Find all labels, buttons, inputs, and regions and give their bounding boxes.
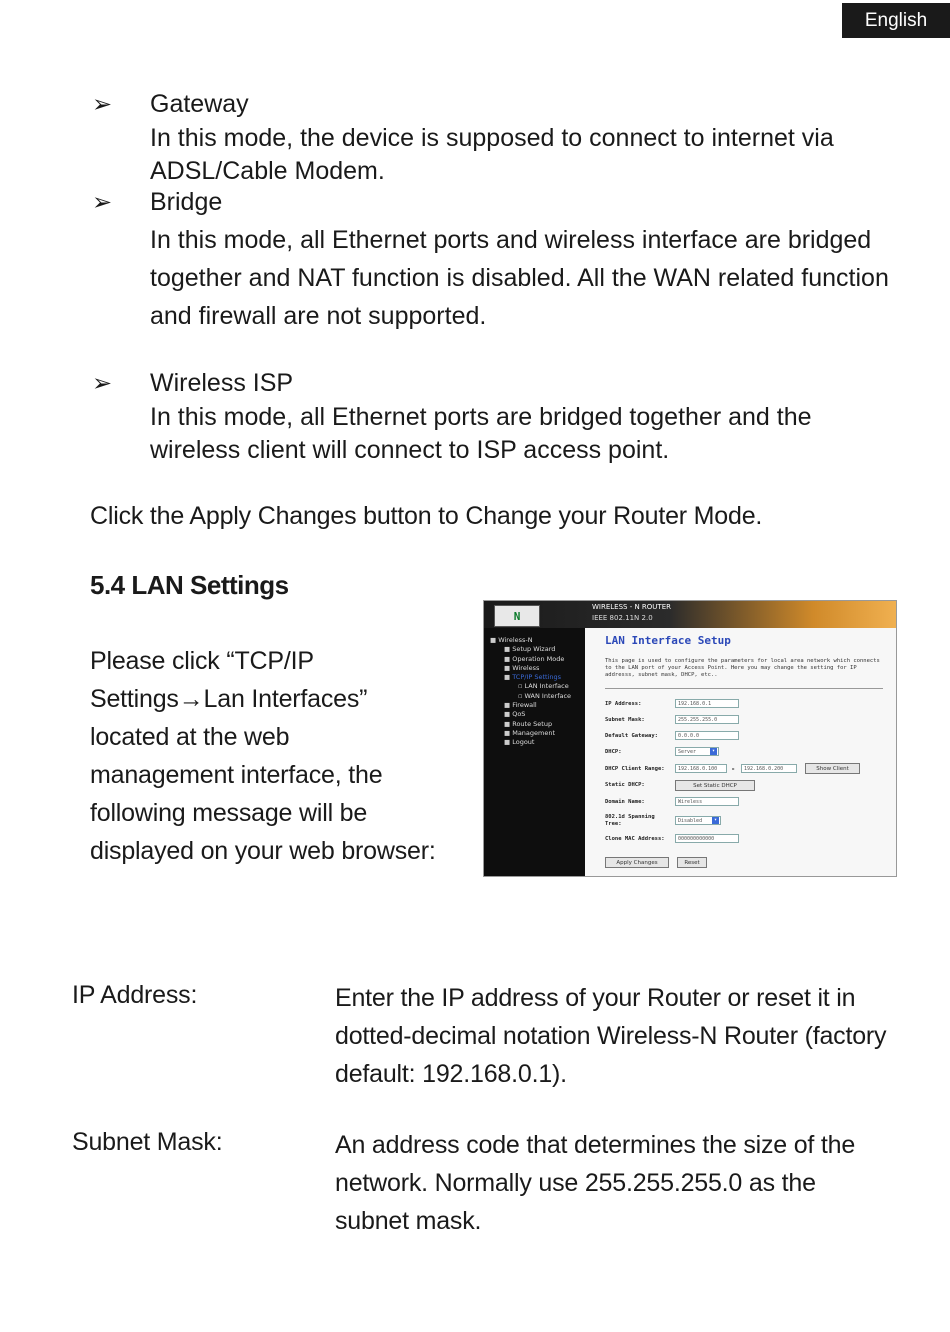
field-label-static-dhcp: Static DHCP: bbox=[605, 782, 645, 788]
section-heading: 5.4 LAN Settings bbox=[90, 570, 289, 600]
chevron-down-icon: ▾ bbox=[711, 748, 715, 754]
field-label-gateway: Default Gateway: bbox=[605, 733, 658, 739]
folder-icon: ■ bbox=[490, 636, 499, 644]
lan-setup-title: LAN Interface Setup bbox=[605, 634, 731, 647]
chevron-down-icon: ▾ bbox=[713, 817, 717, 823]
spanning-tree-value: Disabled bbox=[678, 818, 703, 824]
router-menu-label: Operation Mode bbox=[512, 654, 565, 663]
mode-desc-bridge bbox=[150, 221, 910, 335]
clone-mac-field[interactable]: 000000000000 bbox=[675, 834, 739, 843]
definition-term-subnet: Subnet Mask: bbox=[72, 1128, 223, 1156]
router-menu-item[interactable] bbox=[490, 673, 571, 682]
mode-desc-line: In this mode, all Ethernet ports and wireless interface are bridged bbox=[150, 226, 872, 254]
definition-line: An address code that determines the size of the bbox=[335, 1131, 856, 1159]
router-menu-item[interactable] bbox=[490, 682, 571, 691]
field-label-dhcp: DHCP: bbox=[605, 749, 622, 755]
router-menu-label: QoS bbox=[512, 710, 526, 719]
folder-icon: ■ bbox=[504, 663, 513, 672]
router-logo: N bbox=[494, 605, 540, 627]
product-standard: IEEE 802.11N 2.0 bbox=[592, 614, 653, 622]
apply-changes-note: Click the Apply Changes button to Change your Router Mode. bbox=[90, 502, 763, 530]
router-menu-item[interactable] bbox=[490, 645, 571, 654]
router-menu-item[interactable] bbox=[490, 655, 571, 664]
router-menu-item[interactable] bbox=[490, 701, 571, 710]
set-static-dhcp-button[interactable]: Set Static DHCP bbox=[675, 780, 755, 791]
router-menu-label: Management bbox=[512, 728, 556, 737]
default-gateway-field[interactable]: 0.0.0.0 bbox=[675, 731, 739, 740]
folder-icon: ■ bbox=[504, 673, 513, 682]
folder-icon: ■ bbox=[504, 738, 513, 747]
router-menu-item[interactable] bbox=[490, 664, 571, 673]
folder-icon: ■ bbox=[504, 645, 513, 654]
subnet-mask-field[interactable]: 255.255.255.0 bbox=[675, 715, 739, 724]
definition-line: Enter the IP address of your Router or reset it in bbox=[335, 984, 856, 1012]
router-menu-item[interactable] bbox=[490, 710, 571, 719]
mode-desc-line: together and NAT function is disabled. All the WAN related function bbox=[150, 264, 889, 292]
definition-term-ip: IP Address: bbox=[72, 981, 198, 1009]
mode-desc-gateway bbox=[150, 122, 910, 188]
language-badge: English bbox=[842, 3, 950, 38]
mode-desc-line: In this mode, the device is supposed to connect to internet via bbox=[150, 124, 834, 152]
spanning-tree-select[interactable] bbox=[675, 816, 721, 825]
definition-line: network. Normally use 255.255.255.0 as the bbox=[335, 1169, 816, 1197]
router-sidebar bbox=[484, 628, 585, 876]
field-label-domain: Domain Name: bbox=[605, 799, 645, 805]
router-header-bar bbox=[484, 601, 896, 628]
router-menu-item[interactable] bbox=[490, 729, 571, 738]
mode-desc-line: In this mode, all Ethernet ports are bridged together and the bbox=[150, 403, 812, 431]
definition-desc-subnet bbox=[335, 1126, 855, 1240]
field-label-dhcp-range: DHCP Client Range: bbox=[605, 766, 665, 772]
router-menu bbox=[490, 636, 571, 748]
lan-intro-paragraph bbox=[90, 642, 436, 870]
router-menu-label: Setup Wizard bbox=[512, 645, 556, 654]
field-label-subnet: Subnet Mask: bbox=[605, 717, 645, 723]
dhcp-range-end-field[interactable]: 192.168.0.200 bbox=[741, 764, 797, 773]
show-client-button[interactable]: Show Client bbox=[805, 763, 860, 774]
lan-intro-line: Please click “TCP/IP bbox=[90, 647, 314, 675]
lan-intro-line: following message will be bbox=[90, 799, 368, 827]
reset-button[interactable]: Reset bbox=[677, 857, 707, 868]
lan-intro-line: located at the web bbox=[90, 723, 290, 751]
folder-icon: ■ bbox=[504, 719, 513, 728]
mode-title-bridge: Bridge bbox=[150, 188, 223, 216]
definition-line: subnet mask. bbox=[335, 1207, 482, 1235]
divider bbox=[605, 688, 883, 689]
lan-intro-line: management interface, the bbox=[90, 761, 383, 789]
router-menu-item[interactable] bbox=[490, 720, 571, 729]
router-menu-label: LAN Interface bbox=[524, 682, 569, 691]
router-menu-label: Wireless-N bbox=[498, 636, 533, 644]
domain-name-field[interactable]: Wireless bbox=[675, 797, 739, 806]
router-main-panel bbox=[585, 628, 896, 876]
router-menu-label: Wireless bbox=[512, 663, 540, 672]
router-menu-label: TCP/IP Settings bbox=[512, 673, 562, 682]
bullet-bridge: ➢ bbox=[92, 189, 113, 216]
field-label-clone-mac: Clone MAC Address: bbox=[605, 836, 665, 842]
range-dash: - bbox=[731, 765, 736, 773]
mode-desc-line: ADSL/Cable Modem. bbox=[150, 157, 385, 185]
apply-changes-button[interactable]: Apply Changes bbox=[605, 857, 669, 868]
router-menu-item[interactable] bbox=[490, 692, 571, 701]
lan-intro-line: Settings→Lan Interfaces” bbox=[90, 685, 368, 713]
dhcp-select-value: Server bbox=[678, 749, 697, 755]
router-menu-label: WAN Interface bbox=[524, 691, 572, 700]
router-menu-label: Route Setup bbox=[512, 719, 553, 728]
definition-desc-ip bbox=[335, 979, 886, 1093]
router-menu-label: Firewall bbox=[512, 701, 537, 710]
lan-setup-intro: This page is used to configure the parameters for local area network which connects to the LAN port of your Access Point. Here you may change the setting for IP addresss, subnet mask, DHCP, etc.. bbox=[605, 658, 880, 678]
router-menu-label: Logout bbox=[512, 738, 535, 747]
folder-icon: ■ bbox=[504, 728, 513, 737]
router-menu-item[interactable] bbox=[490, 738, 571, 747]
folder-icon: ■ bbox=[504, 710, 513, 719]
lan-setup-screenshot bbox=[483, 600, 897, 877]
field-label-ip: IP Address: bbox=[605, 701, 642, 707]
router-menu-item[interactable] bbox=[490, 636, 571, 645]
page-icon: ▫ bbox=[518, 682, 525, 691]
mode-desc-wireless-isp bbox=[150, 401, 910, 467]
mode-title-wireless-isp: Wireless ISP bbox=[150, 369, 294, 397]
page-icon: ▫ bbox=[518, 691, 525, 700]
dhcp-select[interactable] bbox=[675, 747, 719, 756]
product-name: WIRELESS - N ROUTER bbox=[592, 603, 671, 611]
bullet-wireless-isp: ➢ bbox=[92, 370, 113, 397]
mode-desc-line: and firewall are not supported. bbox=[150, 302, 487, 330]
mode-desc-line: wireless client will connect to ISP access point. bbox=[150, 436, 670, 464]
ip-address-field[interactable]: 192.168.0.1 bbox=[675, 699, 739, 708]
mode-title-gateway: Gateway bbox=[150, 90, 249, 118]
folder-icon: ■ bbox=[504, 654, 513, 663]
field-label-spanning-tree: 802.1d Spanning Tree: bbox=[605, 814, 655, 827]
bullet-gateway: ➢ bbox=[92, 91, 113, 118]
dhcp-range-start-field[interactable]: 192.168.0.100 bbox=[675, 764, 727, 773]
definition-line: default: 192.168.0.1). bbox=[335, 1060, 567, 1088]
lan-intro-line: displayed on your web browser: bbox=[90, 837, 436, 865]
folder-icon: ■ bbox=[504, 701, 513, 710]
definition-line: dotted-decimal notation Wireless-N Router (factory bbox=[335, 1022, 887, 1050]
